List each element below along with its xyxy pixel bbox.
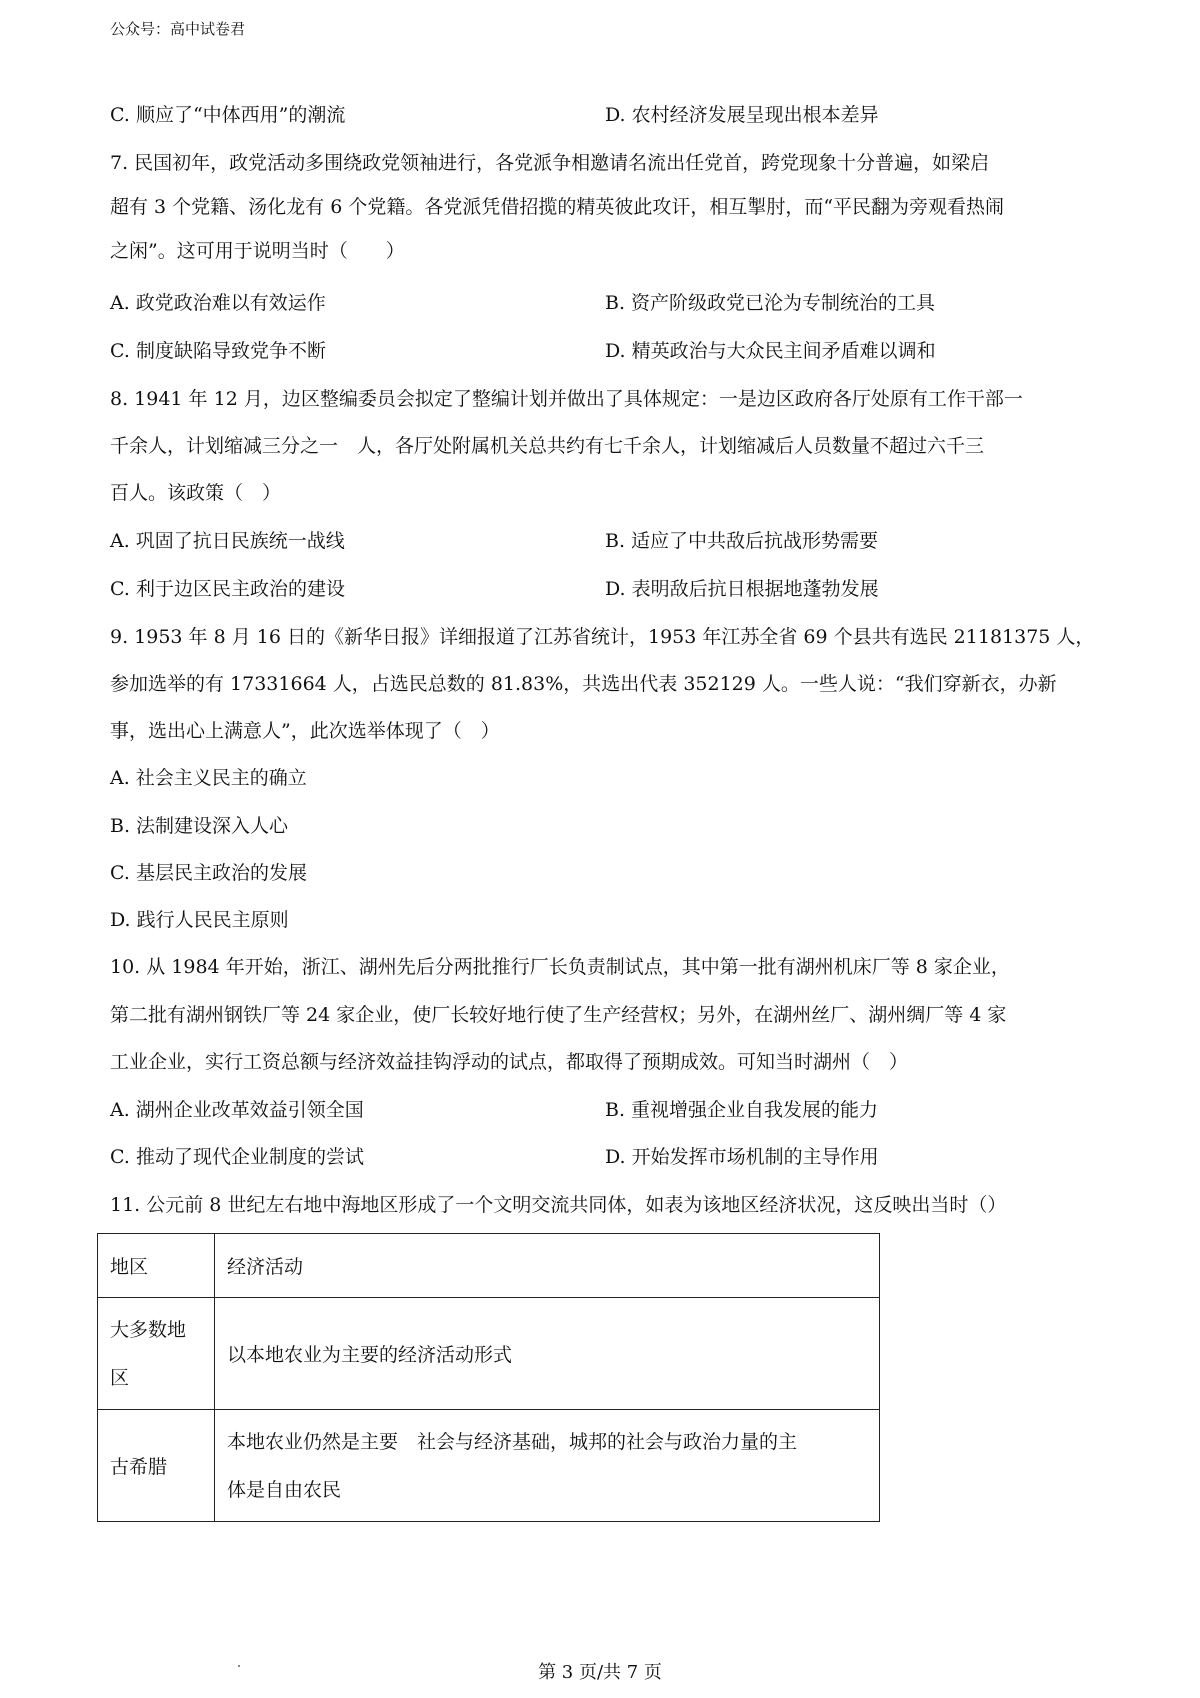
q9-option-c: C. 基层民主政治的发展: [110, 862, 307, 884]
q7-stem-line-3: 之闲”。这可用于说明当时（ ）: [110, 240, 405, 262]
table-cell-activity: [215, 1410, 880, 1522]
q9-option-d: D. 践行人民民主原则: [110, 909, 289, 931]
q10-option-c: C. 推动了现代企业制度的尝试: [110, 1146, 364, 1168]
q8-option-a: A. 巩固了抗日民族统一战线: [110, 530, 345, 552]
cell-line: 本地农业仍然是主要 社会与经济基础，城邦的社会与政治力量的主: [227, 1430, 798, 1453]
q9-option-b: B. 法制建设深入人心: [110, 815, 289, 837]
q8-option-c: C. 利于边区民主政治的建设: [110, 578, 345, 600]
cell-line: 以本地农业为主要的经济活动形式: [227, 1344, 513, 1366]
table-cell-region: [98, 1298, 215, 1410]
cell-line: 大多数地: [110, 1318, 187, 1341]
table-cell-region: [98, 1410, 215, 1522]
q7-option-a: A. 政党政治难以有效运作: [110, 292, 326, 314]
q11-table: [97, 1233, 880, 1522]
q8-stem-line-1: 8. 1941 年 12 月，边区整编委员会拟定了整编计划并做出了具体规定：一是边区政府各厅处原有工作干部一: [110, 388, 1023, 410]
q9-stem-line-3: 事，选出心上满意人”，此次选举体现了（ ）: [110, 720, 500, 742]
cell-line: 体是自由农民: [227, 1478, 342, 1501]
q7-option-c: C. 制度缺陷导致党争不断: [110, 340, 326, 362]
table-row: [98, 1298, 880, 1410]
table-header-cell: 地区: [98, 1234, 215, 1298]
q7-stem-line-1: 7. 民国初年，政党活动多围绕政党领袖进行，各党派争相邀请名流出任党首，跨党现象十分普遍，如梁启: [110, 152, 990, 174]
q10-option-d: D. 开始发挥市场机制的主导作用: [605, 1146, 879, 1168]
q9-stem-line-1: 9. 1953 年 8 月 16 日的《新华日报》详细报道了江苏省统计，1953 年江苏全省 69 个县共有选民 21181375 人，: [110, 626, 1095, 648]
table-header-row: [98, 1234, 880, 1298]
q10-stem-line-3: 工业企业，实行工资总额与经济效益挂钩浮动的试点，都取得了预期成效。可知当时湖州（ ）: [110, 1051, 909, 1073]
q8-stem-line-2: 千余人，计划缩减三分之一 人，各厅处附属机关总共约有七千余人，计划缩减后人员数量不超过六千三: [110, 435, 985, 457]
q6-option-d: D. 农村经济发展呈现出根本差异: [605, 104, 879, 126]
q7-option-d: D. 精英政治与大众民主间矛盾难以调和: [605, 340, 936, 362]
q10-stem-line-1: 10. 从 1984 年开始，浙江、湖州先后分两批推行厂长负责制试点，其中第一批有湖州机床厂等 8 家企业，: [110, 956, 1010, 978]
table-row: [98, 1410, 880, 1522]
page-header: 公众号：高中试卷君: [110, 20, 246, 38]
q8-option-d: D. 表明敌后抗日根据地蓬勃发展: [605, 578, 879, 600]
cell-line: 古希腊: [110, 1456, 168, 1478]
q11-stem: 11. 公元前 8 世纪左右地中海地区形成了一个文明交流共同体，如表为该地区经济状况，这反映出当时（）: [110, 1194, 1007, 1216]
q7-stem-line-2: 超有 3 个党籍、汤化龙有 6 个党籍。各党派凭借招揽的精英彼此攻讦，相互掣肘，而“平民翻为旁观看热闹: [110, 196, 1005, 218]
q7-option-b: B. 资产阶级政党已沦为专制统治的工具: [605, 292, 936, 314]
q8-stem-line-3: 百人。该政策（ ）: [110, 482, 282, 504]
q10-option-b: B. 重视增强企业自我发展的能力: [605, 1099, 879, 1121]
q9-stem-line-2: 参加选举的有 17331664 人，占选民总数的 81.83%，共选出代表 352129 人。一些人说：“我们穿新衣，办新: [110, 673, 1057, 695]
table-cell-activity: [215, 1298, 880, 1410]
cell-line: 区: [110, 1366, 130, 1389]
page-footer: 第 3 页/共 7 页: [538, 1662, 662, 1683]
q6-option-c: C. 顺应了“中体西用”的潮流: [110, 104, 346, 126]
q8-option-b: B. 适应了中共敌后抗战形势需要: [605, 530, 879, 552]
table-header-cell: 经济活动: [215, 1234, 880, 1298]
q10-stem-line-2: 第二批有湖州钢铁厂等 24 家企业，使厂长较好地行使了生产经营权；另外，在湖州丝厂、湖州绸厂等 4 家: [110, 1004, 1007, 1026]
q10-option-a: A. 湖州企业改革效益引领全国: [110, 1099, 364, 1121]
q9-option-a: A. 社会主义民主的确立: [110, 767, 307, 789]
